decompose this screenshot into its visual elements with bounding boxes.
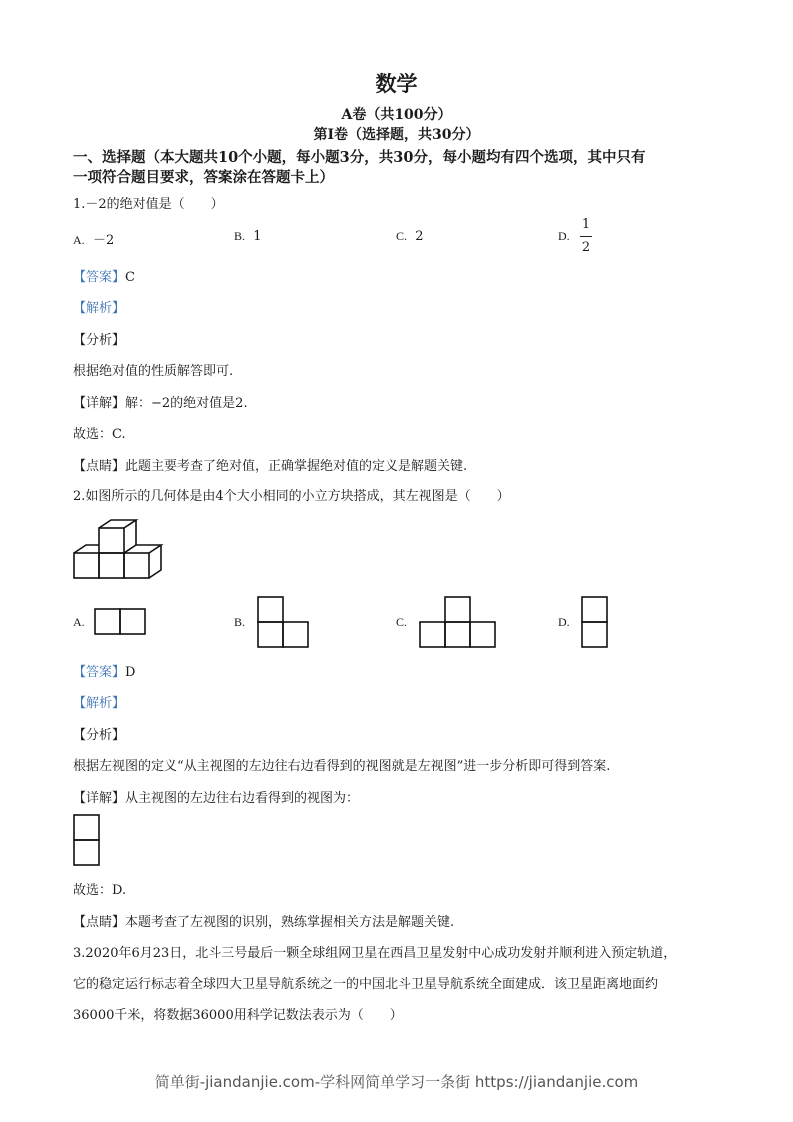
q1-option-a-label: A. [73,233,85,247]
q3-line3: 36000千米，将数据36000用科学记数法表示为（ ） [73,1008,403,1023]
paper-section: A卷（共100分） [341,107,452,123]
q2-option-b-label: B. [234,615,246,629]
section-heading-line1: 一、选择题（本大题共10个小题，每小题3分，共30分，每小题均有四个选项，其中只有 [73,149,646,166]
q3-line2: 它的稳定运行标志着全球四大卫星导航系统之一的中国北斗卫星导航系统全面建成．该卫星距离地面约 [73,977,659,992]
page-footer: 简单街-jiandanjie.com-学科网简单学习一条街 https://jiandanjie.com [154,1073,639,1091]
q2-fenxi-tag: 【分析】 [73,728,126,743]
volume-heading: 第Ⅰ卷（选择题，共30分） [313,127,480,143]
q1-option-b-value: 1 [253,229,262,244]
answer-tag: 【答案】 [73,270,126,285]
section-heading-line2: 一项符合题目要求，答案涂在答题卡上） [73,169,334,186]
q2-fenxi: 根据左视图的定义“从主视图的左边往右边看得到的视图就是左视图”进一步分析即可得到答案. [73,759,611,774]
q2-comment-text: 本题考查了左视图的识别，熟练掌握相关方法是解题关键. [125,915,455,930]
q2-detail-text: 从主视图的左边往右边看得到的视图为： [125,791,360,806]
q1-fenxi: 根据绝对值的性质解答即可. [73,364,234,379]
detail-tag: 【详解】 [73,396,126,411]
q1-option-d-denominator: 2 [581,240,591,255]
q2-analysis-tag: 【解析】 [73,696,126,711]
q1-choose: 故选：C. [73,427,126,442]
q1-option-d-label: D. [558,229,570,243]
q1-analysis-tag: 【解析】 [73,301,126,316]
q1-option-b-label: B. [234,229,246,243]
q1-stem: 1.－2的绝对值是（ ） [73,197,224,212]
detail-tag: 【详解】 [73,791,126,806]
q2-option-a-label: A. [73,615,85,629]
q2-stem: 2.如图所示的几何体是由4个大小相同的小立方块搭成，其左视图是（ ） [73,489,510,504]
q3-line1: 3.2020年6月23日，北斗三号最后一颗全球组网卫星在西昌卫星发射中心成功发射并顺利进入预定轨道， [73,946,677,961]
q1-comment-text: 此题主要考查了绝对值，正确掌握绝对值的定义是解题关键. [125,459,468,474]
answer-tag: 【答案】 [73,665,126,680]
q1-answer-value: C [125,270,135,285]
q1-detail-text: 解：−2的绝对值是2. [125,396,248,411]
q1-option-c-label: C. [396,229,408,243]
q2-answer-value: D [125,665,136,680]
q1-option-d-numerator: 1 [581,217,591,232]
q2-comment [73,911,454,930]
q1-option-a-value: －2 [92,233,115,248]
q1-option-c-value: 2 [415,229,424,244]
q1-fenxi-tag: 【分析】 [73,333,126,348]
q2-option-d-label: D. [558,615,570,629]
comment-tag: 【点睛】 [73,459,126,474]
q2-choose: 故选：D. [73,883,127,898]
q2-option-c-label: C. [396,615,408,629]
page-title: 数学 [375,71,418,96]
comment-tag: 【点睛】 [73,915,126,930]
